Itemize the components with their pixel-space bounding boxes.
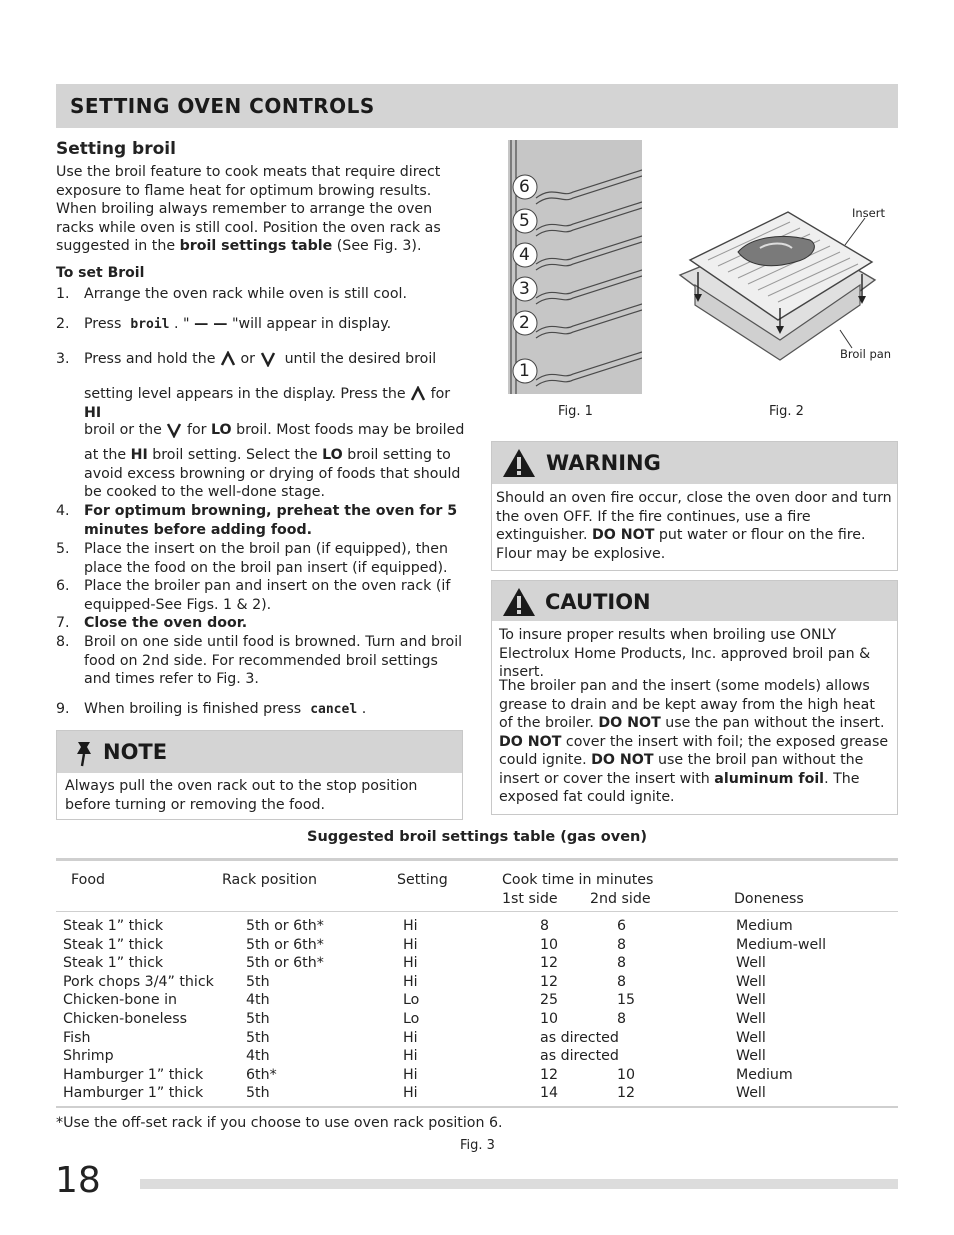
col-1st-side: [540, 917, 619, 1103]
table-row-side2: 8: [617, 1010, 627, 1027]
header-setting: Setting: [397, 872, 448, 888]
table-title: Suggested broil settings table (gas oven): [307, 829, 647, 845]
broil-key: broil: [130, 317, 170, 332]
table-row-food: Steak 1” thick: [63, 918, 164, 934]
rack-1-label: 1: [512, 358, 538, 388]
table-row-side2: 8: [617, 955, 627, 972]
table-row-doneness: Medium-well: [736, 936, 827, 953]
header-doneness: Doneness: [734, 891, 804, 907]
table-row-rack: 5th or 6th*: [246, 955, 324, 972]
table-row-side1: 12: [540, 973, 559, 990]
table-row-food: Hamburger 1” thick: [63, 1085, 204, 1102]
table-row-setting: Hi: [403, 955, 418, 972]
table-row-rack: 5th: [246, 1010, 270, 1027]
subsection-title: Setting broil: [56, 139, 176, 159]
table-row-food: Chicken-bone in: [63, 992, 178, 1009]
header-rack: Rack position: [222, 872, 317, 888]
header-1st-side: 1st side: [502, 891, 558, 907]
footer-bar: [140, 1179, 898, 1189]
table-row-rack: 5th: [246, 1085, 270, 1102]
table-row-doneness: Well: [736, 955, 766, 972]
note-box: [56, 730, 463, 820]
col-rack: [246, 917, 324, 1103]
warning-title: WARNING: [546, 451, 661, 475]
up-arrow-icon: [410, 386, 426, 402]
table-row-food: Steak 1” thick: [63, 936, 164, 953]
to-set-broil-heading: To set Broil: [56, 265, 145, 281]
table-row-setting: Hi: [403, 1029, 418, 1046]
col-food: [63, 917, 214, 1103]
col-2nd-side: [617, 917, 640, 1103]
warning-icon: [502, 448, 536, 478]
table-row-side1: 12: [540, 955, 559, 972]
table-row-doneness: Medium: [736, 918, 793, 934]
caution-paragraph-1: To insure proper results when broiling use ONLY Electrolux Home Products, Inc. approved broil pan & insert.: [499, 627, 871, 680]
step-3: 3. Press and hold the or until the desired broil setting level appears in the display. Press the for HI broil or the for LO broil. Most foods may be broiled at the HI broil setting. Select the LO broil setting to avoid excess browning or drying of foods that should be cooked to the well-done stage.: [56, 351, 465, 500]
table-row-setting: Hi: [403, 918, 418, 934]
up-arrow-icon: [220, 351, 236, 367]
page-title: SETTING OVEN CONTROLS: [70, 94, 375, 118]
note-title: NOTE: [103, 740, 168, 764]
col-doneness: [736, 917, 826, 1103]
table-row-food: Shrimp: [63, 1048, 114, 1065]
insert-label: Insert: [852, 206, 885, 220]
cancel-key: cancel: [310, 702, 358, 717]
table-row-doneness: Well: [736, 1048, 766, 1065]
caution-box: [491, 580, 898, 815]
intro-paragraph: Use the broil feature to cook meats that require direct exposure to flame heat for optimum browing results. When broiling always remember to arrange the oven racks while oven is still cool. Position the oven rack as suggested in the broil settings table (See Fig. 3).: [56, 164, 441, 254]
table-footnote: *Use the off-set rack if you choose to use oven rack position 6.: [56, 1115, 503, 1131]
rack-6-label: 6: [512, 174, 538, 204]
note-body: Always pull the oven rack out to the stop position before turning or removing the food.: [65, 778, 418, 813]
col-setting: [403, 917, 419, 1103]
table-row-rack: 5th or 6th*: [246, 936, 324, 953]
table-row-doneness: Well: [736, 1029, 766, 1046]
table-row-side1: 8: [540, 918, 550, 934]
table-row-setting: Hi: [403, 973, 418, 990]
table-row-side1: 25: [540, 992, 559, 1009]
table-row-rack: 4th: [246, 992, 270, 1009]
pushpin-icon: [71, 739, 97, 767]
table-row-doneness: Well: [736, 992, 766, 1009]
table-row-side2: [617, 1029, 640, 1048]
oven-rack-diagram: [508, 140, 642, 394]
header-cook-time: Cook time in minutes: [502, 872, 654, 888]
down-arrow-icon: [166, 422, 182, 438]
rack-4-label: 4: [512, 242, 538, 272]
table-row-setting: Lo: [403, 992, 420, 1009]
fig-3-caption: Fig. 3: [460, 1138, 495, 1153]
table-row-food: Chicken-boneless: [63, 1010, 188, 1027]
table-row-side1: 12: [540, 1066, 559, 1083]
warning-box: [491, 441, 898, 571]
caution-paragraph-2: The broiler pan and the insert (some models) allows grease to drain and be kept away from the high heat of the broiler. DO NOT use the pan without the insert. DO NOT cover the insert with foil; the exposed grease could ignite. DO NOT use the broil pan without the insert or cover the insert with aluminum foil. The exposed fat could ignite.: [499, 678, 889, 805]
header-2nd-side: 2nd side: [590, 891, 651, 907]
table-row-food: Fish: [63, 1029, 91, 1046]
table-bottom-rule: [56, 1106, 898, 1108]
table-row-side2: [617, 1047, 640, 1066]
table-row-side1: as directed: [540, 1029, 619, 1046]
rack-3-label: 3: [512, 276, 538, 306]
rack-2-label: 2: [512, 310, 538, 340]
table-row-doneness: Well: [736, 1010, 766, 1027]
table-row-doneness: Well: [736, 973, 766, 990]
table-row-setting: Hi: [403, 1085, 418, 1102]
table-row-side1: 14: [540, 1085, 559, 1102]
table-row-rack: 6th*: [246, 1066, 277, 1083]
header-food: Food: [71, 872, 106, 888]
table-row-side2: 6: [617, 918, 627, 934]
page-number: 18: [55, 1160, 101, 1201]
table-row-food: Hamburger 1” thick: [63, 1066, 204, 1083]
warning-body: Should an oven fire occur, close the oven door and turn the oven OFF. If the fire continues, use a fire extinguisher. DO NOT put water or flour on the fire. Flour may be explosive.: [496, 490, 892, 562]
table-row-side2: 8: [617, 973, 627, 990]
table-row-side1: 10: [540, 936, 559, 953]
fig-1-caption: Fig. 1: [558, 404, 593, 419]
table-row-setting: Hi: [403, 936, 418, 953]
table-top-rule: [56, 858, 898, 861]
table-row-side2: 12: [617, 1085, 636, 1102]
broil-pan-label: Broil pan: [840, 347, 892, 361]
table-row-setting: Hi: [403, 1048, 418, 1065]
fig-2-caption: Fig. 2: [769, 404, 804, 419]
table-row-rack: 5th or 6th*: [246, 918, 324, 934]
table-row-doneness: Medium: [736, 1066, 793, 1083]
caution-icon: [502, 587, 536, 617]
table-row-rack: 5th: [246, 973, 270, 990]
table-row-side2: 15: [617, 992, 636, 1009]
table-row-setting: Lo: [403, 1010, 420, 1027]
down-arrow-icon: [260, 351, 276, 367]
table-row-rack: 5th: [246, 1029, 270, 1046]
table-row-food: Pork chops 3/4” thick: [63, 973, 214, 990]
rack-5-label: 5: [512, 208, 538, 238]
section-header: [56, 84, 898, 128]
table-row-side2: 10: [617, 1066, 636, 1083]
table-row-rack: 4th: [246, 1048, 270, 1065]
table-row-side1: as directed: [540, 1048, 619, 1065]
caution-title: CAUTION: [545, 590, 651, 614]
table-row-side1: 10: [540, 1010, 559, 1027]
table-row-doneness: Well: [736, 1085, 766, 1102]
table-header-rule: [56, 911, 898, 912]
table-row-side2: 8: [617, 936, 627, 953]
table-row-setting: Hi: [403, 1066, 418, 1083]
table-row-food: Steak 1” thick: [63, 955, 164, 972]
